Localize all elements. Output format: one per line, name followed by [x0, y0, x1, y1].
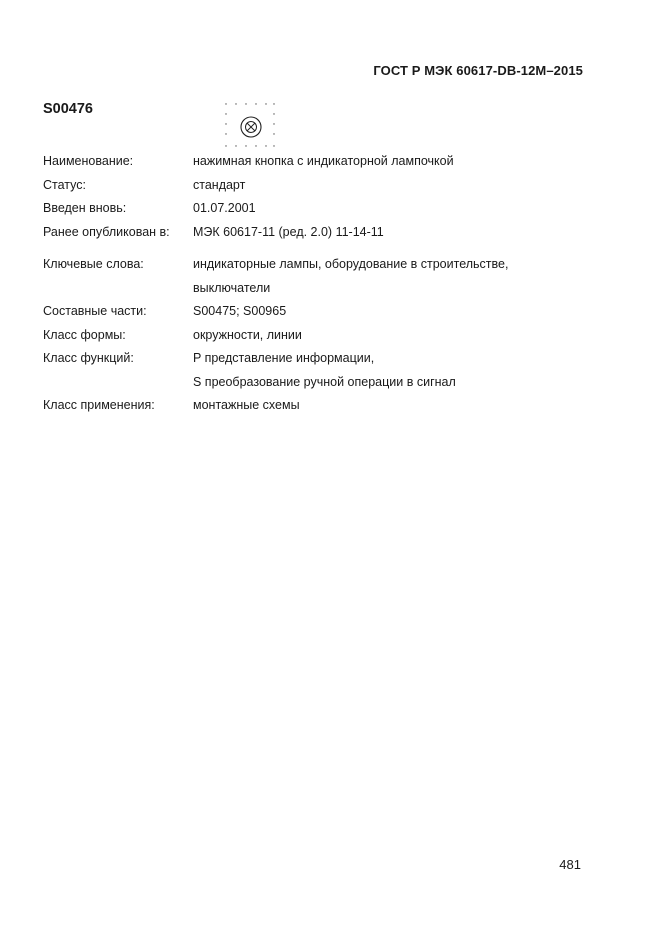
indicator-pushbutton-symbol-icon — [222, 100, 278, 150]
field-label: Ранее опубликован в: — [43, 224, 170, 239]
field-value: 01.07.2001 — [193, 201, 256, 215]
field-label: Составные части: — [43, 304, 147, 318]
field-value: индикаторные лампы, оборудование в строительстве, выключатели — [193, 257, 509, 295]
page-number: 481 — [559, 857, 581, 872]
page-header: ГОСТ Р МЭК 60617-DB-12M–2015 — [373, 63, 583, 78]
field-value: нажимная кнопка с индикаторной лампочкой — [193, 154, 454, 168]
field-value: монтажные схемы — [193, 398, 300, 412]
field-value: МЭК 60617-11 (ред. 2.0) 11-14-11 — [193, 224, 384, 239]
field-label: Наименование: — [43, 154, 134, 168]
field-label: Введен вновь: — [43, 201, 127, 215]
field-value: S00475; S00965 — [193, 304, 287, 318]
symbol-code: S00476 — [43, 101, 93, 117]
field-value: P представление информации, S преобразование ручной операции в сигнал — [193, 351, 456, 389]
field-value: стандарт — [193, 177, 246, 192]
field-label: Класс применения: — [43, 398, 155, 412]
field-label: Класс функций: — [43, 351, 134, 365]
field-label: Ключевые слова: — [43, 257, 144, 271]
field-label: Статус: — [43, 177, 86, 192]
field-value: окружности, линии — [193, 327, 302, 342]
field-label: Класс формы: — [43, 327, 126, 342]
